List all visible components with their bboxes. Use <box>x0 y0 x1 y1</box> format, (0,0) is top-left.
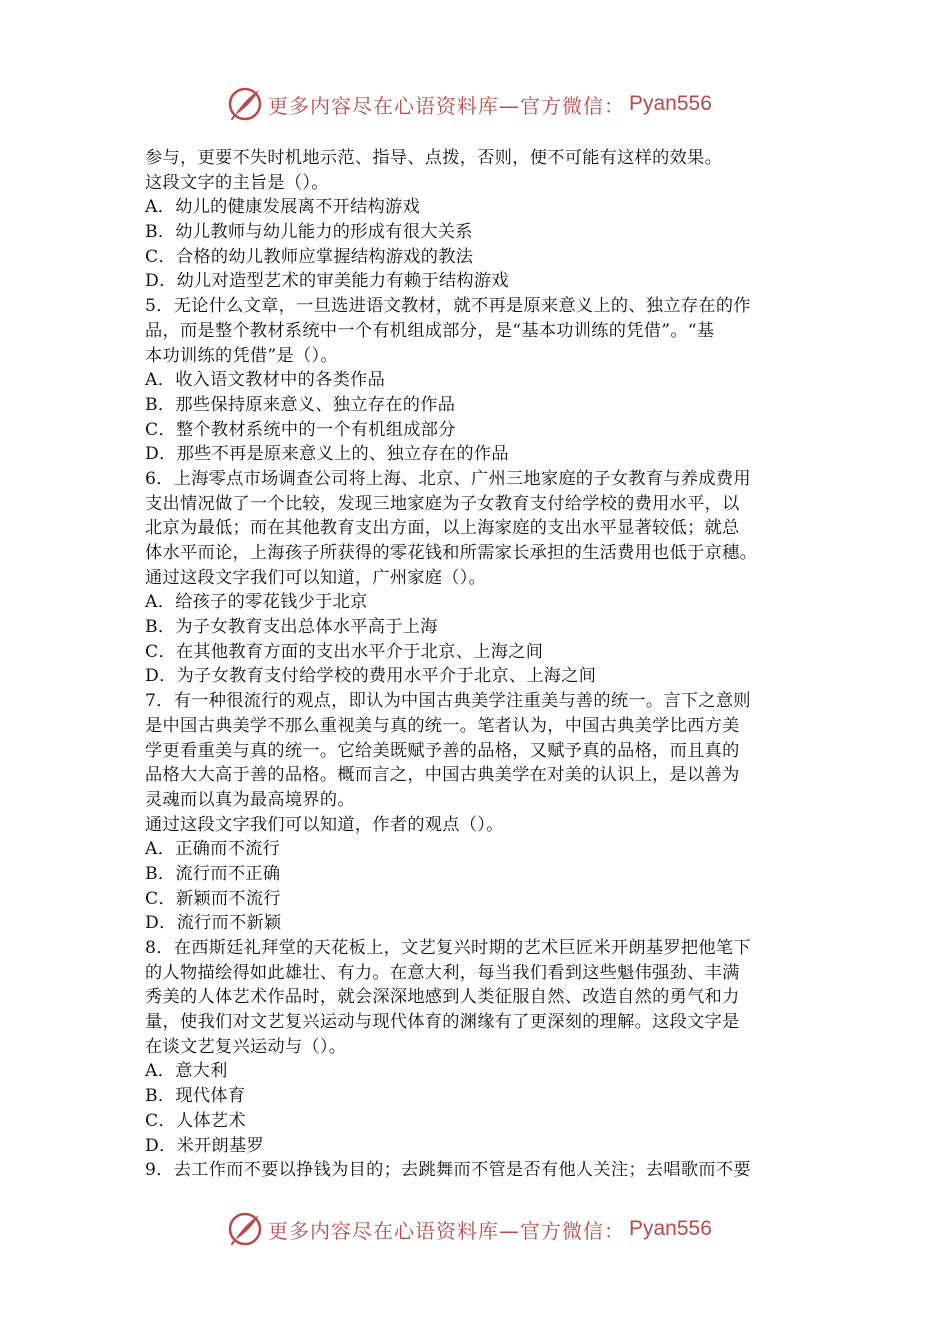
text-line: A．收入语文教材中的各类作品 <box>145 370 386 391</box>
text-line: 通过这段文字我们可以知道，广州家庭（）。 <box>145 567 487 588</box>
text-line: B．现代体育 <box>145 1086 246 1107</box>
text-line: A．给孩子的零花钱少于北京 <box>145 592 368 613</box>
text-line: B．为子女教育支出总体水平高于上海 <box>145 617 438 638</box>
text-line: D．为子女教育支付给学校的费用水平介于北京、上海之间 <box>145 666 597 687</box>
text-line: 参与，更要不失时机地示范、指导、点拨，否则，便不可能有这样的效果。 <box>145 148 723 168</box>
quill-pen-logo-icon <box>226 85 264 123</box>
text-line: 7．有一种很流行的观点，即认为中国古典美学注重美与善的统一。言下之意则 <box>145 691 751 712</box>
text-line: D．米开朗基罗 <box>145 1135 265 1156</box>
watermark-text: 更多内容尽在心语资料库—官方微信： <box>268 93 625 118</box>
text-line: 的人物描绘得如此雄壮、有力。在意大利，每当我们看到这些魁伟强劲、丰满 <box>145 962 740 983</box>
text-line: 北京为最低；而在其他教育支出方面，以上海家庭的支出水平显著较低；就总 <box>145 518 740 539</box>
header-watermark <box>226 84 712 124</box>
text-line: 在谈文艺复兴运动与（）。 <box>145 1036 347 1057</box>
text-line: 9．去工作而不要以挣钱为目的；去跳舞而不管是否有他人关注；去唱歌而不要 <box>145 1160 751 1181</box>
text-line: C．合格的幼儿教师应掌握结构游戏的教法 <box>145 246 474 267</box>
text-line: A．幼儿的健康发展离不开结构游戏 <box>145 197 421 218</box>
text-line: 是中国古典美学不那么重视美与真的统一。笔者认为，中国古典美学比西方美 <box>145 715 740 736</box>
text-line: B．流行而不正确 <box>145 863 281 884</box>
text-line: 8．在西斯廷礼拜堂的天花板上，文艺复兴时期的艺术巨匠米开朗基罗把他笔下 <box>145 938 751 958</box>
text-line: 品，而是整个教材系统中一个有机组成部分，是“基本功训练的凭借”。“基 <box>145 320 715 341</box>
text-line: 体水平而论，上海孩子所获得的零花钱和所需家长承担的生活费用也低于京穗。 <box>145 543 758 563</box>
text-line: C．人体艺术 <box>145 1110 246 1131</box>
text-line: B．那些保持原来意义、独立存在的作品 <box>145 394 456 415</box>
document-body <box>145 146 825 1183</box>
text-line: 量，使我们对文艺复兴运动与现代体育的渊缘有了更深刻的理解。这段文字是 <box>145 1012 740 1033</box>
watermark-wechat-id: Pyan556 <box>629 1217 712 1240</box>
text-line: 通过这段文字我们可以知道，作者的观点（）。 <box>145 814 504 835</box>
footer-watermark <box>226 1209 712 1249</box>
text-line: C．新颖而不流行 <box>145 888 281 909</box>
text-line: D．那些不再是原来意义上的、独立存在的作品 <box>145 444 509 465</box>
text-line: C．整个教材系统中的一个有机组成部分 <box>145 419 456 440</box>
text-line: B．幼儿教师与幼儿能力的形成有很大关系 <box>145 222 473 243</box>
text-line: 品格大大高于善的品格。概而言之，中国古典美学在对美的认识上，是以善为 <box>145 765 740 786</box>
text-line: 5．无论什么文章，一旦选进语文教材，就不再是原来意义上的、独立存在的作 <box>145 296 751 317</box>
text-line: 支出情况做了一个比较，发现三地家庭为子女教育支付给学校的费用水平，以 <box>145 493 740 514</box>
text-line: A．意大利 <box>145 1061 228 1082</box>
text-line: 这段文字的主旨是（）。 <box>145 172 329 193</box>
text-line: 本功训练的凭借”是（）。 <box>145 345 338 366</box>
text-line: D．流行而不新颖 <box>145 913 282 934</box>
text-line: 秀美的人体艺术作品时，就会深深地感到人类征服自然、改造自然的勇气和力 <box>145 987 740 1008</box>
text-line: A．正确而不流行 <box>145 839 281 860</box>
quill-pen-logo-icon <box>226 1210 264 1248</box>
text-line: 6．上海零点市场调查公司将上海、北京、广州三地家庭的子女教育与养成费用 <box>145 468 751 489</box>
watermark-text: 更多内容尽在心语资料库—官方微信： <box>268 1218 625 1243</box>
text-line: D．幼儿对造型艺术的审美能力有赖于结构游戏 <box>145 271 509 292</box>
text-line: C．在其他教育方面的支出水平介于北京、上海之间 <box>145 641 544 662</box>
text-line: 灵魂而以真为最高境界的。 <box>145 789 355 810</box>
watermark-wechat-id: Pyan556 <box>629 92 712 115</box>
text-line: 学更看重美与真的统一。它给美既赋予善的品格，又赋予真的品格，而且真的 <box>145 740 740 761</box>
